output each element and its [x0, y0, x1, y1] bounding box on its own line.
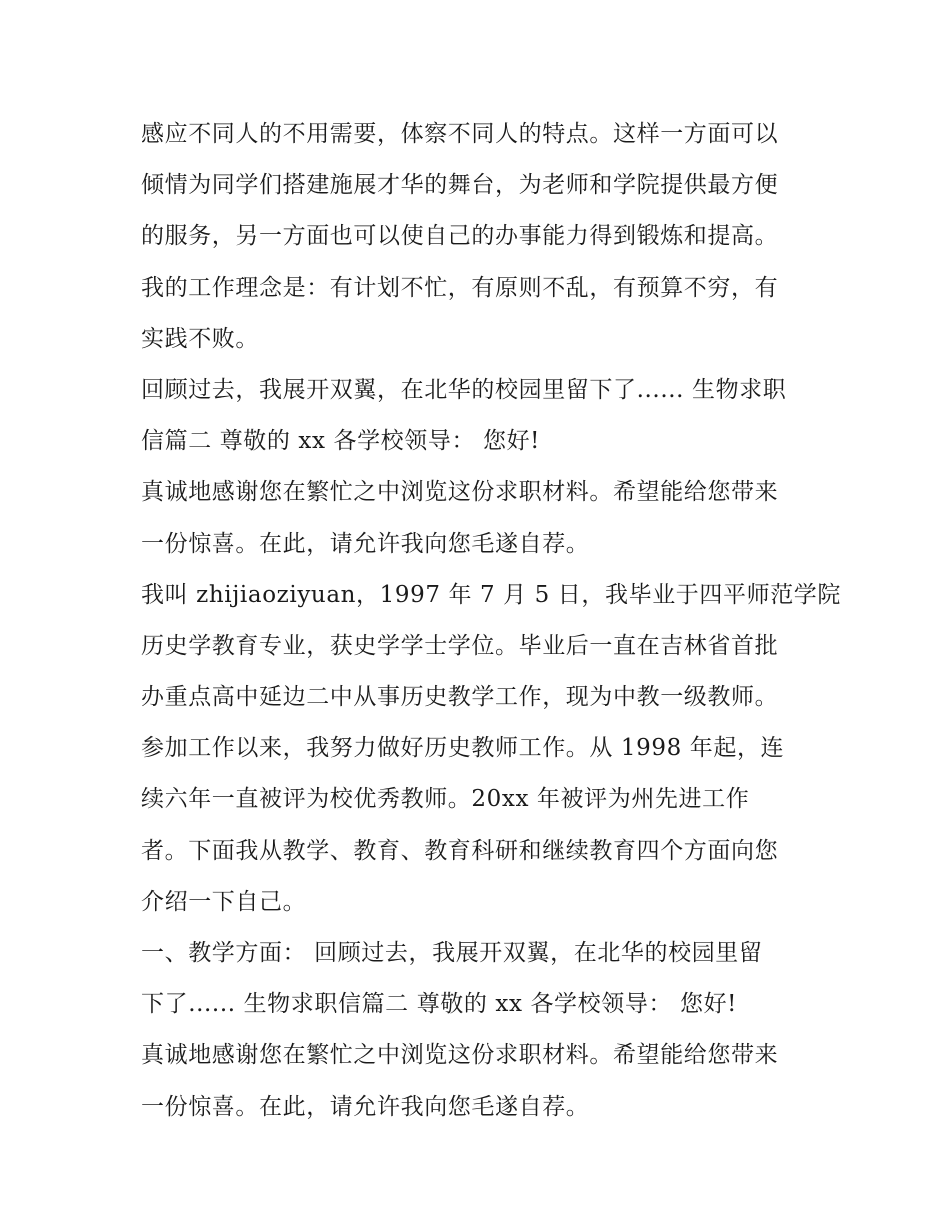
text-line: 历史学教育专业，获史学学士学位。毕业后一直在吉林省首批 [141, 632, 779, 659]
text-line: 介绍一下自己。 [141, 888, 307, 915]
text-line: 的服务，另一方面也可以使自己的办事能力得到锻炼和提高。 [141, 223, 779, 250]
text-line: 我的工作理念是：有计划不忙，有原则不乱，有预算不穷，有 [141, 274, 779, 301]
text-line: 我叫 zhijiaoziyuan，1997 年 7 月 5 日，我毕业于四平师范学院 [141, 581, 842, 608]
text-line: 感应不同人的不用需要，体察不同人的特点。这样一方面可以 [141, 121, 779, 147]
text-line: 真诚地感谢您在繁忙之中浏览这份求职材料。希望能给您带来 [141, 1042, 779, 1069]
text-line: 办重点高中延边二中从事历史教学工作，现为中教一级教师。 [141, 684, 779, 711]
text-line: 信篇二 尊敬的 xx 各学校领导： 您好! [141, 428, 541, 455]
text-line: 倾情为同学们搭建施展才华的舞台，为老师和学院提供最方便 [141, 172, 779, 199]
text-line: 实践不败。 [141, 325, 259, 352]
text-line: 一份惊喜。在此，请允许我向您毛遂自荐。 [141, 1093, 590, 1120]
text-line: 参加工作以来，我努力做好历史教师工作。从 1998 年起，连 [141, 735, 785, 762]
body-text [141, 109, 841, 1133]
text-line: 一、教学方面： 回顾过去，我展开双翼，在北华的校园里留 [141, 940, 763, 966]
text-line: 者。下面我从教学、教育、教育科研和继续教育四个方面向您 [141, 837, 779, 864]
text-line: 下了...... 生物求职信篇二 尊敬的 xx 各学校领导： 您好! [141, 991, 738, 1018]
text-line: 回顾过去，我展开双翼，在北华的校园里留下了...... 生物求职 [141, 376, 787, 403]
text-line: 续六年一直被评为校优秀教师。20xx 年被评为州先进工作 [141, 786, 750, 813]
text-line: 一份惊喜。在此，请允许我向您毛遂自荐。 [141, 530, 590, 557]
text-line: 真诚地感谢您在繁忙之中浏览这份求职材料。希望能给您带来 [141, 479, 779, 506]
